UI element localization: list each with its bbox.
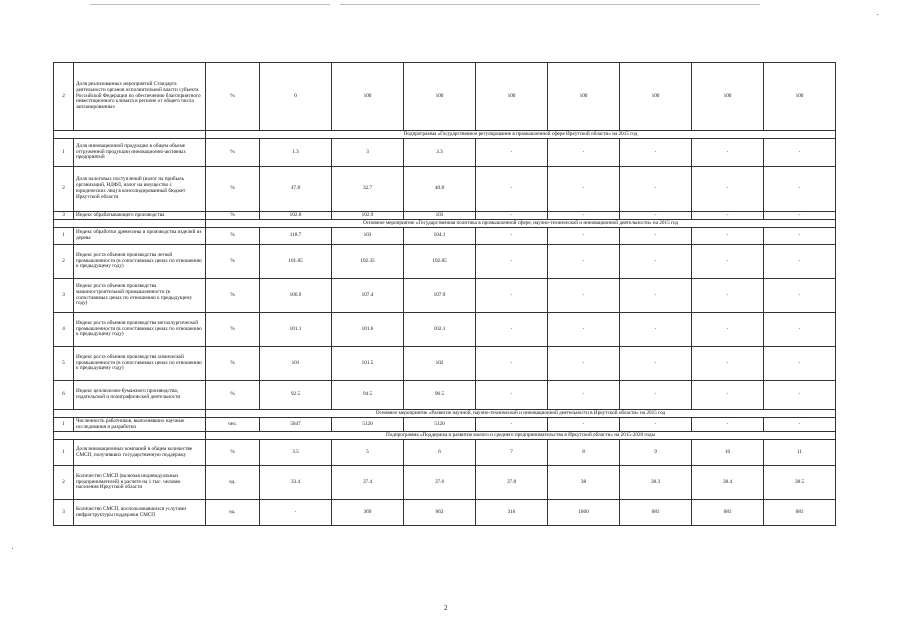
value-cell: - xyxy=(476,313,548,347)
value-cell: 106.9 xyxy=(260,279,332,313)
value-cell: 101.85 xyxy=(260,245,332,279)
value-cell: - xyxy=(548,418,620,432)
unit-cell: % xyxy=(206,139,260,167)
value-cell: - xyxy=(764,139,836,167)
unit-cell: % xyxy=(206,381,260,410)
row-number-cell: 1 xyxy=(54,418,74,432)
unit-cell: % xyxy=(206,279,260,313)
value-cell: 316 xyxy=(476,500,548,526)
value-cell: - xyxy=(476,418,548,432)
unit-cell: % xyxy=(206,347,260,381)
value-cell: 100 xyxy=(476,63,548,131)
value-cell: - xyxy=(620,245,692,279)
value-cell: - xyxy=(620,212,692,220)
table-row xyxy=(54,167,836,212)
value-cell: - xyxy=(548,381,620,410)
value-cell: 40.8 xyxy=(404,167,476,212)
section-header-row xyxy=(54,432,836,440)
value-cell: 104.1 xyxy=(404,228,476,245)
unit-cell: ед. xyxy=(206,500,260,526)
value-cell: 6 xyxy=(404,440,476,466)
value-cell: - xyxy=(764,381,836,410)
scan-speck xyxy=(877,14,878,15)
table-row xyxy=(54,245,836,279)
indicator-name-cell: Доля налоговых поступлений (налог на прибыль организаций, НДФЛ, налог на имущество с юридических лиц) в консолидированный бюджет Иркутской области xyxy=(74,167,206,212)
value-cell: - xyxy=(260,500,332,526)
value-cell: - xyxy=(692,279,764,313)
value-cell: - xyxy=(692,418,764,432)
value-cell: 37.6 xyxy=(404,466,476,500)
value-cell: - xyxy=(476,167,548,212)
row-number-cell: 2 xyxy=(54,167,74,212)
table-row xyxy=(54,212,836,220)
row-number-cell: 1 xyxy=(54,139,74,167)
indicator-name-cell: Индекс роста объемов производства легкой промышленности (в сопоставимых ценах по отношению к предыдущему году) xyxy=(74,245,206,279)
table-row xyxy=(54,381,836,410)
value-cell: 101 xyxy=(260,347,332,381)
value-cell: - xyxy=(692,167,764,212)
table-row xyxy=(54,313,836,347)
value-cell: 11 xyxy=(764,440,836,466)
value-cell: 38.3 xyxy=(620,466,692,500)
value-cell: 107.9 xyxy=(404,279,476,313)
value-cell: 32.7 xyxy=(332,167,404,212)
section-header-blank-cell xyxy=(54,220,206,228)
value-cell: 681 xyxy=(692,500,764,526)
value-cell: - xyxy=(764,279,836,313)
section-header-row xyxy=(54,131,836,139)
unit-cell: чел. xyxy=(206,418,260,432)
value-cell: 5047 xyxy=(260,418,332,432)
value-cell: - xyxy=(548,139,620,167)
value-cell: - xyxy=(548,347,620,381)
table-row xyxy=(54,139,836,167)
value-cell: - xyxy=(548,313,620,347)
section-header-cell: Основное мероприятие «Государственная политика в промышленной сфере, научно-технической и инновационной деятельности» на 2015 год xyxy=(206,220,836,228)
value-cell: - xyxy=(548,228,620,245)
value-cell: - xyxy=(692,381,764,410)
value-cell: 100 xyxy=(404,63,476,131)
section-header-blank-cell xyxy=(54,432,206,440)
scan-artifact-line xyxy=(90,4,330,5)
value-cell: 101.6 xyxy=(332,313,404,347)
indicator-name-cell: Индекс роста объемов производства металлургической промышленности (в сопоставимых ценах по отношению к предыдущему году) xyxy=(74,313,206,347)
value-cell: - xyxy=(764,313,836,347)
value-cell: 101.1 xyxy=(260,313,332,347)
row-number-cell: 3 xyxy=(54,212,74,220)
value-cell: 100 xyxy=(620,63,692,131)
indicator-name-cell: Количество СМСП (включая индивидуальных предпринимателей) в расчете на 1 тыс. человек населения Иркутской области xyxy=(74,466,206,500)
value-cell: - xyxy=(764,245,836,279)
value-cell: 1.3 xyxy=(260,139,332,167)
value-cell: 100 xyxy=(764,63,836,131)
value-cell: 101.5 xyxy=(332,347,404,381)
table-row xyxy=(54,440,836,466)
value-cell: 38 xyxy=(548,466,620,500)
value-cell: 10 xyxy=(692,440,764,466)
indicator-name-cell: Индекс целлюлозно-бумажного производства; издательской и полиграфической деятельности xyxy=(74,381,206,410)
unit-cell: % xyxy=(206,245,260,279)
value-cell: - xyxy=(620,228,692,245)
value-cell: 662 xyxy=(404,500,476,526)
value-cell: - xyxy=(548,245,620,279)
section-header-row xyxy=(54,410,836,418)
indicator-name-cell: Численность работников, выполнявших научные исследования и разработки xyxy=(74,418,206,432)
unit-cell: % xyxy=(206,313,260,347)
value-cell: 3.3 xyxy=(404,139,476,167)
value-cell: - xyxy=(692,228,764,245)
indicator-name-cell: Индекс обработки древесины и производства изделий из дерева xyxy=(74,228,206,245)
row-number-cell: 2 xyxy=(54,63,74,131)
value-cell: 7 xyxy=(476,440,548,466)
value-cell: - xyxy=(476,245,548,279)
indicator-name-cell: Количество СМСП, воспользовавшихся услугами инфраструктуры поддержки СМСП xyxy=(74,500,206,526)
row-number-cell: 3 xyxy=(54,279,74,313)
value-cell: 5120 xyxy=(332,418,404,432)
value-cell: 94.5 xyxy=(332,381,404,410)
indicator-name-cell: Доля инновационных компаний в общем количестве СМСП, получивших государственную поддержку xyxy=(74,440,206,466)
value-cell: 33.4 xyxy=(260,466,332,500)
table-row xyxy=(54,63,836,131)
indicator-name-cell: Индекс обрабатывающего производства xyxy=(74,212,206,220)
row-number-cell: 6 xyxy=(54,381,74,410)
value-cell: - xyxy=(692,245,764,279)
value-cell: 3 xyxy=(332,139,404,167)
row-number-cell: 1 xyxy=(54,440,74,466)
value-cell: 47.8 xyxy=(260,167,332,212)
scan-speck xyxy=(12,548,13,549)
section-header-blank-cell xyxy=(54,410,206,418)
table-row xyxy=(54,279,836,313)
section-header-cell: Подпрограмма «Поддержка и развитие малого и среднего предпринимательства в Иркутской области» на 2015-2020 годы xyxy=(206,432,836,440)
value-cell: - xyxy=(620,418,692,432)
value-cell: - xyxy=(548,167,620,212)
value-cell: - xyxy=(764,228,836,245)
value-cell: - xyxy=(548,212,620,220)
value-cell: 9 xyxy=(620,440,692,466)
value-cell: - xyxy=(620,167,692,212)
table-row xyxy=(54,418,836,432)
value-cell: 103 xyxy=(332,228,404,245)
value-cell: - xyxy=(764,347,836,381)
row-number-cell: 3 xyxy=(54,500,74,526)
unit-cell: % xyxy=(206,228,260,245)
value-cell: - xyxy=(620,347,692,381)
value-cell: 102.1 xyxy=(404,313,476,347)
value-cell: 102.8 xyxy=(260,212,332,220)
value-cell: 5 xyxy=(332,440,404,466)
value-cell: - xyxy=(764,212,836,220)
value-cell: 5120 xyxy=(404,418,476,432)
table-row xyxy=(54,500,836,526)
value-cell: 37.8 xyxy=(476,466,548,500)
value-cell: 681 xyxy=(620,500,692,526)
section-header-row xyxy=(54,220,836,228)
value-cell: - xyxy=(620,279,692,313)
value-cell: 681 xyxy=(764,500,836,526)
value-cell: - xyxy=(476,228,548,245)
value-cell: - xyxy=(476,279,548,313)
value-cell: 102.35 xyxy=(332,245,404,279)
table-row xyxy=(54,466,836,500)
unit-cell: ед. xyxy=(206,466,260,500)
value-cell: 1660 xyxy=(548,500,620,526)
row-number-cell: 2 xyxy=(54,245,74,279)
value-cell: 118.7 xyxy=(260,228,332,245)
value-cell: - xyxy=(548,279,620,313)
row-number-cell: 2 xyxy=(54,466,74,500)
indicator-name-cell: Индекс роста объемов производства машиностроительной промышленности (в сопоставимых ценах по отношению к предыдущему году) xyxy=(74,279,206,313)
value-cell: - xyxy=(476,381,548,410)
value-cell: 102 xyxy=(404,347,476,381)
value-cell: - xyxy=(692,212,764,220)
value-cell: - xyxy=(692,313,764,347)
indicator-name-cell: Индекс роста объемов производства химической промышленности (в сопоставимых ценах по отношению к предыдущему году) xyxy=(74,347,206,381)
unit-cell: % xyxy=(206,63,260,131)
value-cell: - xyxy=(620,313,692,347)
value-cell: - xyxy=(764,167,836,212)
unit-cell: % xyxy=(206,212,260,220)
value-cell: 38.5 xyxy=(764,466,836,500)
value-cell: - xyxy=(620,139,692,167)
value-cell: - xyxy=(620,381,692,410)
indicators-table-body xyxy=(54,63,836,526)
section-header-cell: Основное мероприятие «Развитие научной, научно-технической и инновационной деятельности в Иркутской области» на 2015 год xyxy=(206,410,836,418)
value-cell: 102.85 xyxy=(404,245,476,279)
value-cell: 8 xyxy=(548,440,620,466)
indicator-name-cell: Доля инновационной продукции в общем объеме отгруженной продукции инновационно-активных предприятий xyxy=(74,139,206,167)
value-cell: 107.4 xyxy=(332,279,404,313)
section-header-blank-cell xyxy=(54,131,206,139)
section-header-cell: Подпрограмма «Государственное регулирование в промышленной сфере Иркутской области» на 2015 год xyxy=(206,131,836,139)
value-cell: - xyxy=(692,347,764,381)
table-row xyxy=(54,347,836,381)
page-number: 2 xyxy=(444,604,448,612)
unit-cell: % xyxy=(206,167,260,212)
value-cell: 96.5 xyxy=(404,381,476,410)
row-number-cell: 1 xyxy=(54,228,74,245)
value-cell: 100 xyxy=(548,63,620,131)
scan-artifact-line xyxy=(340,4,760,5)
value-cell: - xyxy=(764,418,836,432)
indicator-name-cell: Доля реализованных мероприятий Стандарта деятельности органов исполнительной власти субъекта Российской Федерации по обеспечению благоприятного инвестиционного климата в регионе от общего числа запланированных xyxy=(74,63,206,131)
indicators-table xyxy=(53,62,836,526)
unit-cell: % xyxy=(206,440,260,466)
value-cell: 102.9 xyxy=(332,212,404,220)
value-cell: 100 xyxy=(332,63,404,131)
value-cell: - xyxy=(476,212,548,220)
value-cell: 38.4 xyxy=(692,466,764,500)
value-cell: 100 xyxy=(692,63,764,131)
value-cell: 92.5 xyxy=(260,381,332,410)
table-row xyxy=(54,228,836,245)
value-cell: - xyxy=(476,347,548,381)
value-cell: 37.4 xyxy=(332,466,404,500)
value-cell: - xyxy=(476,139,548,167)
value-cell: 3.5 xyxy=(260,440,332,466)
value-cell: 103 xyxy=(404,212,476,220)
row-number-cell: 5 xyxy=(54,347,74,381)
value-cell: - xyxy=(692,139,764,167)
value-cell: 369 xyxy=(332,500,404,526)
value-cell: 0 xyxy=(260,63,332,131)
row-number-cell: 4 xyxy=(54,313,74,347)
